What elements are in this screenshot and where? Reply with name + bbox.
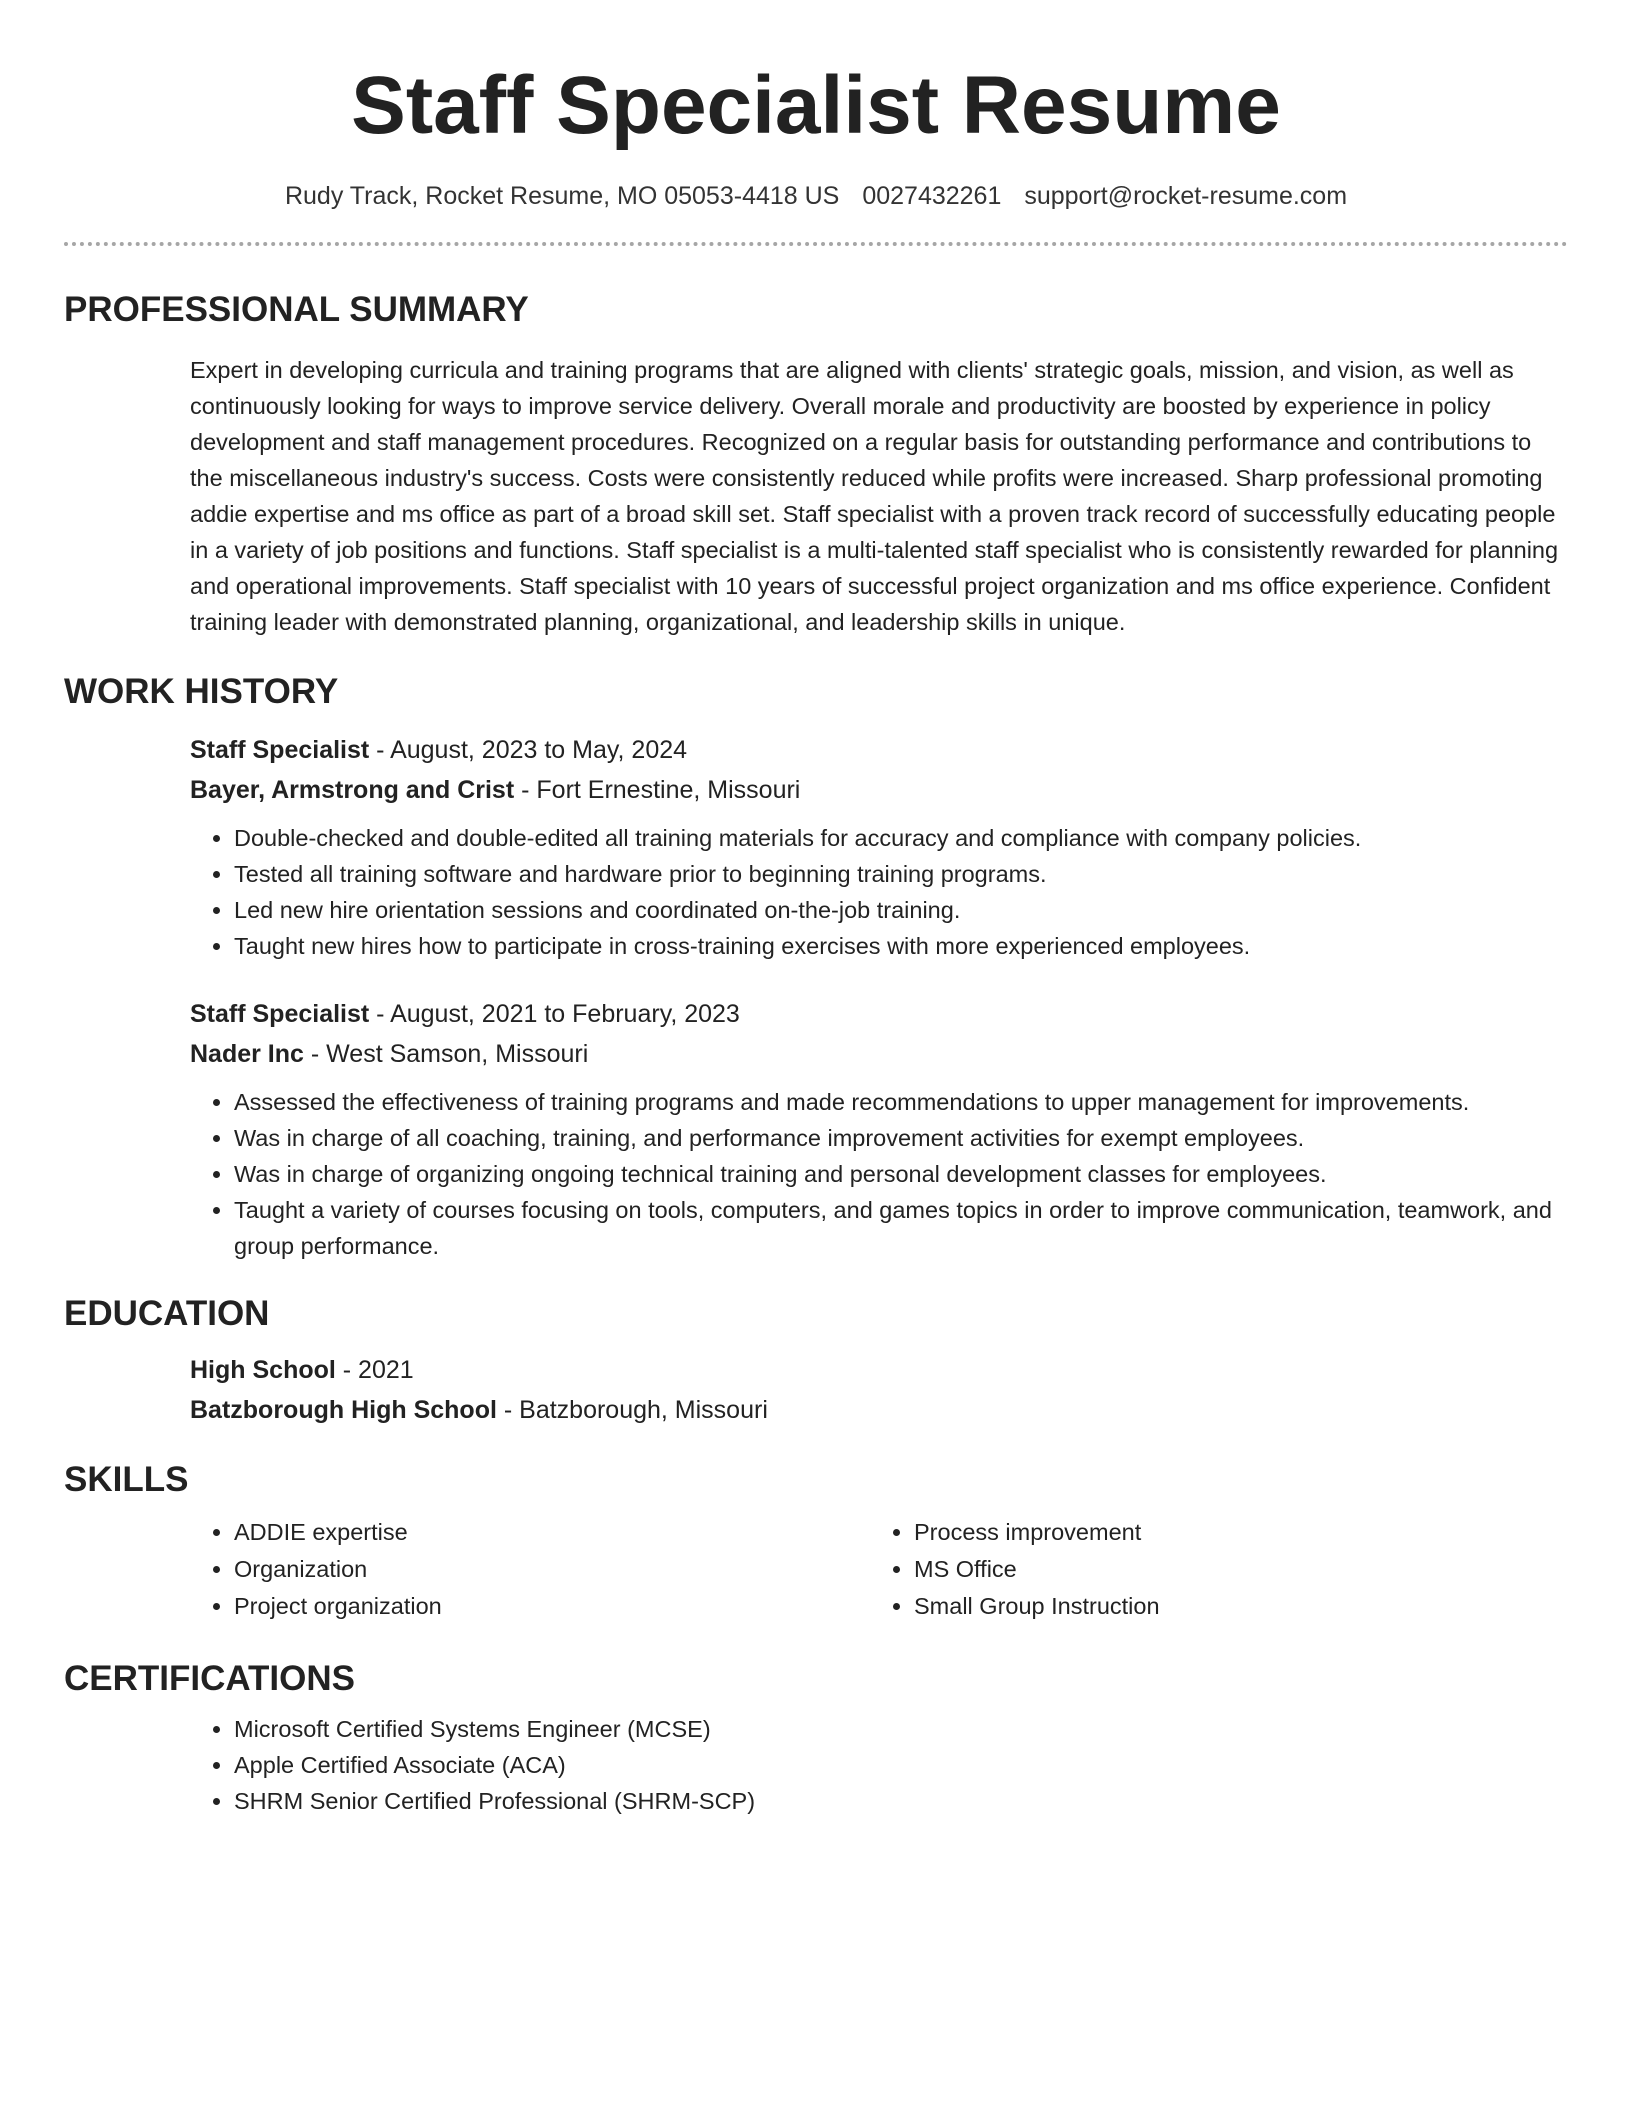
job-bullets bbox=[190, 820, 1568, 964]
job-title: Staff Specialist bbox=[190, 1000, 370, 1028]
contact-email: support@rocket-resume.com bbox=[1024, 182, 1348, 210]
job-bullet: • Tested all training software and hardware prior to beginning training programs. bbox=[234, 856, 1568, 892]
contact-line bbox=[64, 180, 1568, 212]
certifications-heading: CERTIFICATIONS bbox=[64, 1659, 356, 1698]
certification-item: • Apple Certified Associate (ACA) bbox=[234, 1747, 1568, 1783]
summary-section bbox=[64, 352, 1568, 640]
skill-item: • Project organization bbox=[234, 1588, 870, 1625]
skills-section bbox=[64, 1514, 1568, 1625]
job-company-line bbox=[190, 1034, 1568, 1074]
certification-list bbox=[190, 1711, 1568, 1819]
job-title: Staff Specialist bbox=[190, 736, 370, 764]
job-company: Nader Inc bbox=[190, 1040, 304, 1068]
job-title-line bbox=[190, 994, 1568, 1034]
skill-item: • Small Group Instruction bbox=[914, 1588, 1550, 1625]
skill-item: • MS Office bbox=[914, 1551, 1550, 1588]
certifications-section bbox=[64, 1711, 1568, 1819]
job-title-line bbox=[190, 730, 1568, 770]
summary-text: Expert in developing curricula and training programs that are aligned with clients' strategic goals, mission, and vision, as well as continuously looking for ways to improve service delivery. Overall morale and productivity are boosted by experience in policy development and staff management procedures. Recognized on a regular basis for outstanding performance and contributions to the miscellaneous industry's success. Costs were consistently reduced while profits were increased. Sharp professional promoting addie expertise and ms office as part of a broad skill set. Staff specialist with a proven track record of successfully educating people in a variety of job positions and functions. Staff specialist is a multi-talented staff specialist who is consistently rewarded for planning and operational improvements. Staff specialist with 10 years of successful project organization and ms office experience. Confident training leader with demonstrated planning, organizational, and leadership skills in unique. bbox=[190, 357, 1559, 635]
job-bullet: • Double-checked and double-edited all training materials for accuracy and compliance with company policies. bbox=[234, 820, 1568, 856]
skills-heading: SKILLS bbox=[64, 1460, 189, 1499]
resume-title: Staff Specialist Resume bbox=[351, 60, 1281, 151]
education-degree-line bbox=[190, 1350, 1568, 1390]
job-company: Bayer, Armstrong and Crist bbox=[190, 776, 515, 804]
job-dates: - August, 2021 to February, 2023 bbox=[369, 1000, 740, 1028]
skill-item: • ADDIE expertise bbox=[234, 1514, 870, 1551]
skills-grid bbox=[190, 1514, 1568, 1625]
education-location: - Batzborough, Missouri bbox=[496, 1396, 768, 1424]
education-heading: EDUCATION bbox=[64, 1294, 270, 1333]
job-bullet: • Taught a variety of courses focusing on tools, computers, and games topics in order to improve communication, teamwork, and group performance. bbox=[234, 1192, 1568, 1264]
job-bullets bbox=[190, 1084, 1568, 1264]
summary-heading: PROFESSIONAL SUMMARY bbox=[64, 290, 529, 329]
job-entry bbox=[190, 730, 1568, 964]
job-bullet: • Assessed the effectiveness of training programs and made recommendations to upper management for improvements. bbox=[234, 1084, 1568, 1120]
skills-column-left bbox=[190, 1514, 870, 1625]
skill-item: • Organization bbox=[234, 1551, 870, 1588]
job-company-line bbox=[190, 770, 1568, 810]
job-bullet: • Was in charge of all coaching, training, and performance improvement activities for exempt employees. bbox=[234, 1120, 1568, 1156]
certification-item: • Microsoft Certified Systems Engineer (MCSE) bbox=[234, 1711, 1568, 1747]
header-divider bbox=[64, 242, 1568, 246]
skill-item: • Process improvement bbox=[914, 1514, 1550, 1551]
education-school-line bbox=[190, 1390, 1568, 1430]
skills-column-right bbox=[870, 1514, 1550, 1625]
contact-address: Rudy Track, Rocket Resume, MO 05053-4418 US bbox=[284, 182, 840, 210]
job-bullet: • Was in charge of organizing ongoing technical training and personal development classes for employees. bbox=[234, 1156, 1568, 1192]
certification-item: • SHRM Senior Certified Professional (SHRM-SCP) bbox=[234, 1783, 1568, 1819]
work-history-heading: WORK HISTORY bbox=[64, 672, 339, 711]
job-dates: - August, 2023 to May, 2024 bbox=[369, 736, 688, 764]
education-year: - 2021 bbox=[335, 1356, 414, 1384]
education-section bbox=[64, 1350, 1568, 1430]
education-school: Batzborough High School bbox=[190, 1396, 497, 1424]
job-location: - West Samson, Missouri bbox=[303, 1040, 589, 1068]
job-bullet: • Taught new hires how to participate in cross-training exercises with more experienced employees. bbox=[234, 928, 1568, 964]
education-degree: High School bbox=[190, 1356, 336, 1384]
job-location: - Fort Ernestine, Missouri bbox=[514, 776, 801, 804]
work-history-section bbox=[64, 730, 1568, 1264]
contact-phone: 0027432261 bbox=[862, 182, 1002, 210]
job-bullet: • Led new hire orientation sessions and coordinated on-the-job training. bbox=[234, 892, 1568, 928]
job-entry bbox=[190, 994, 1568, 1264]
